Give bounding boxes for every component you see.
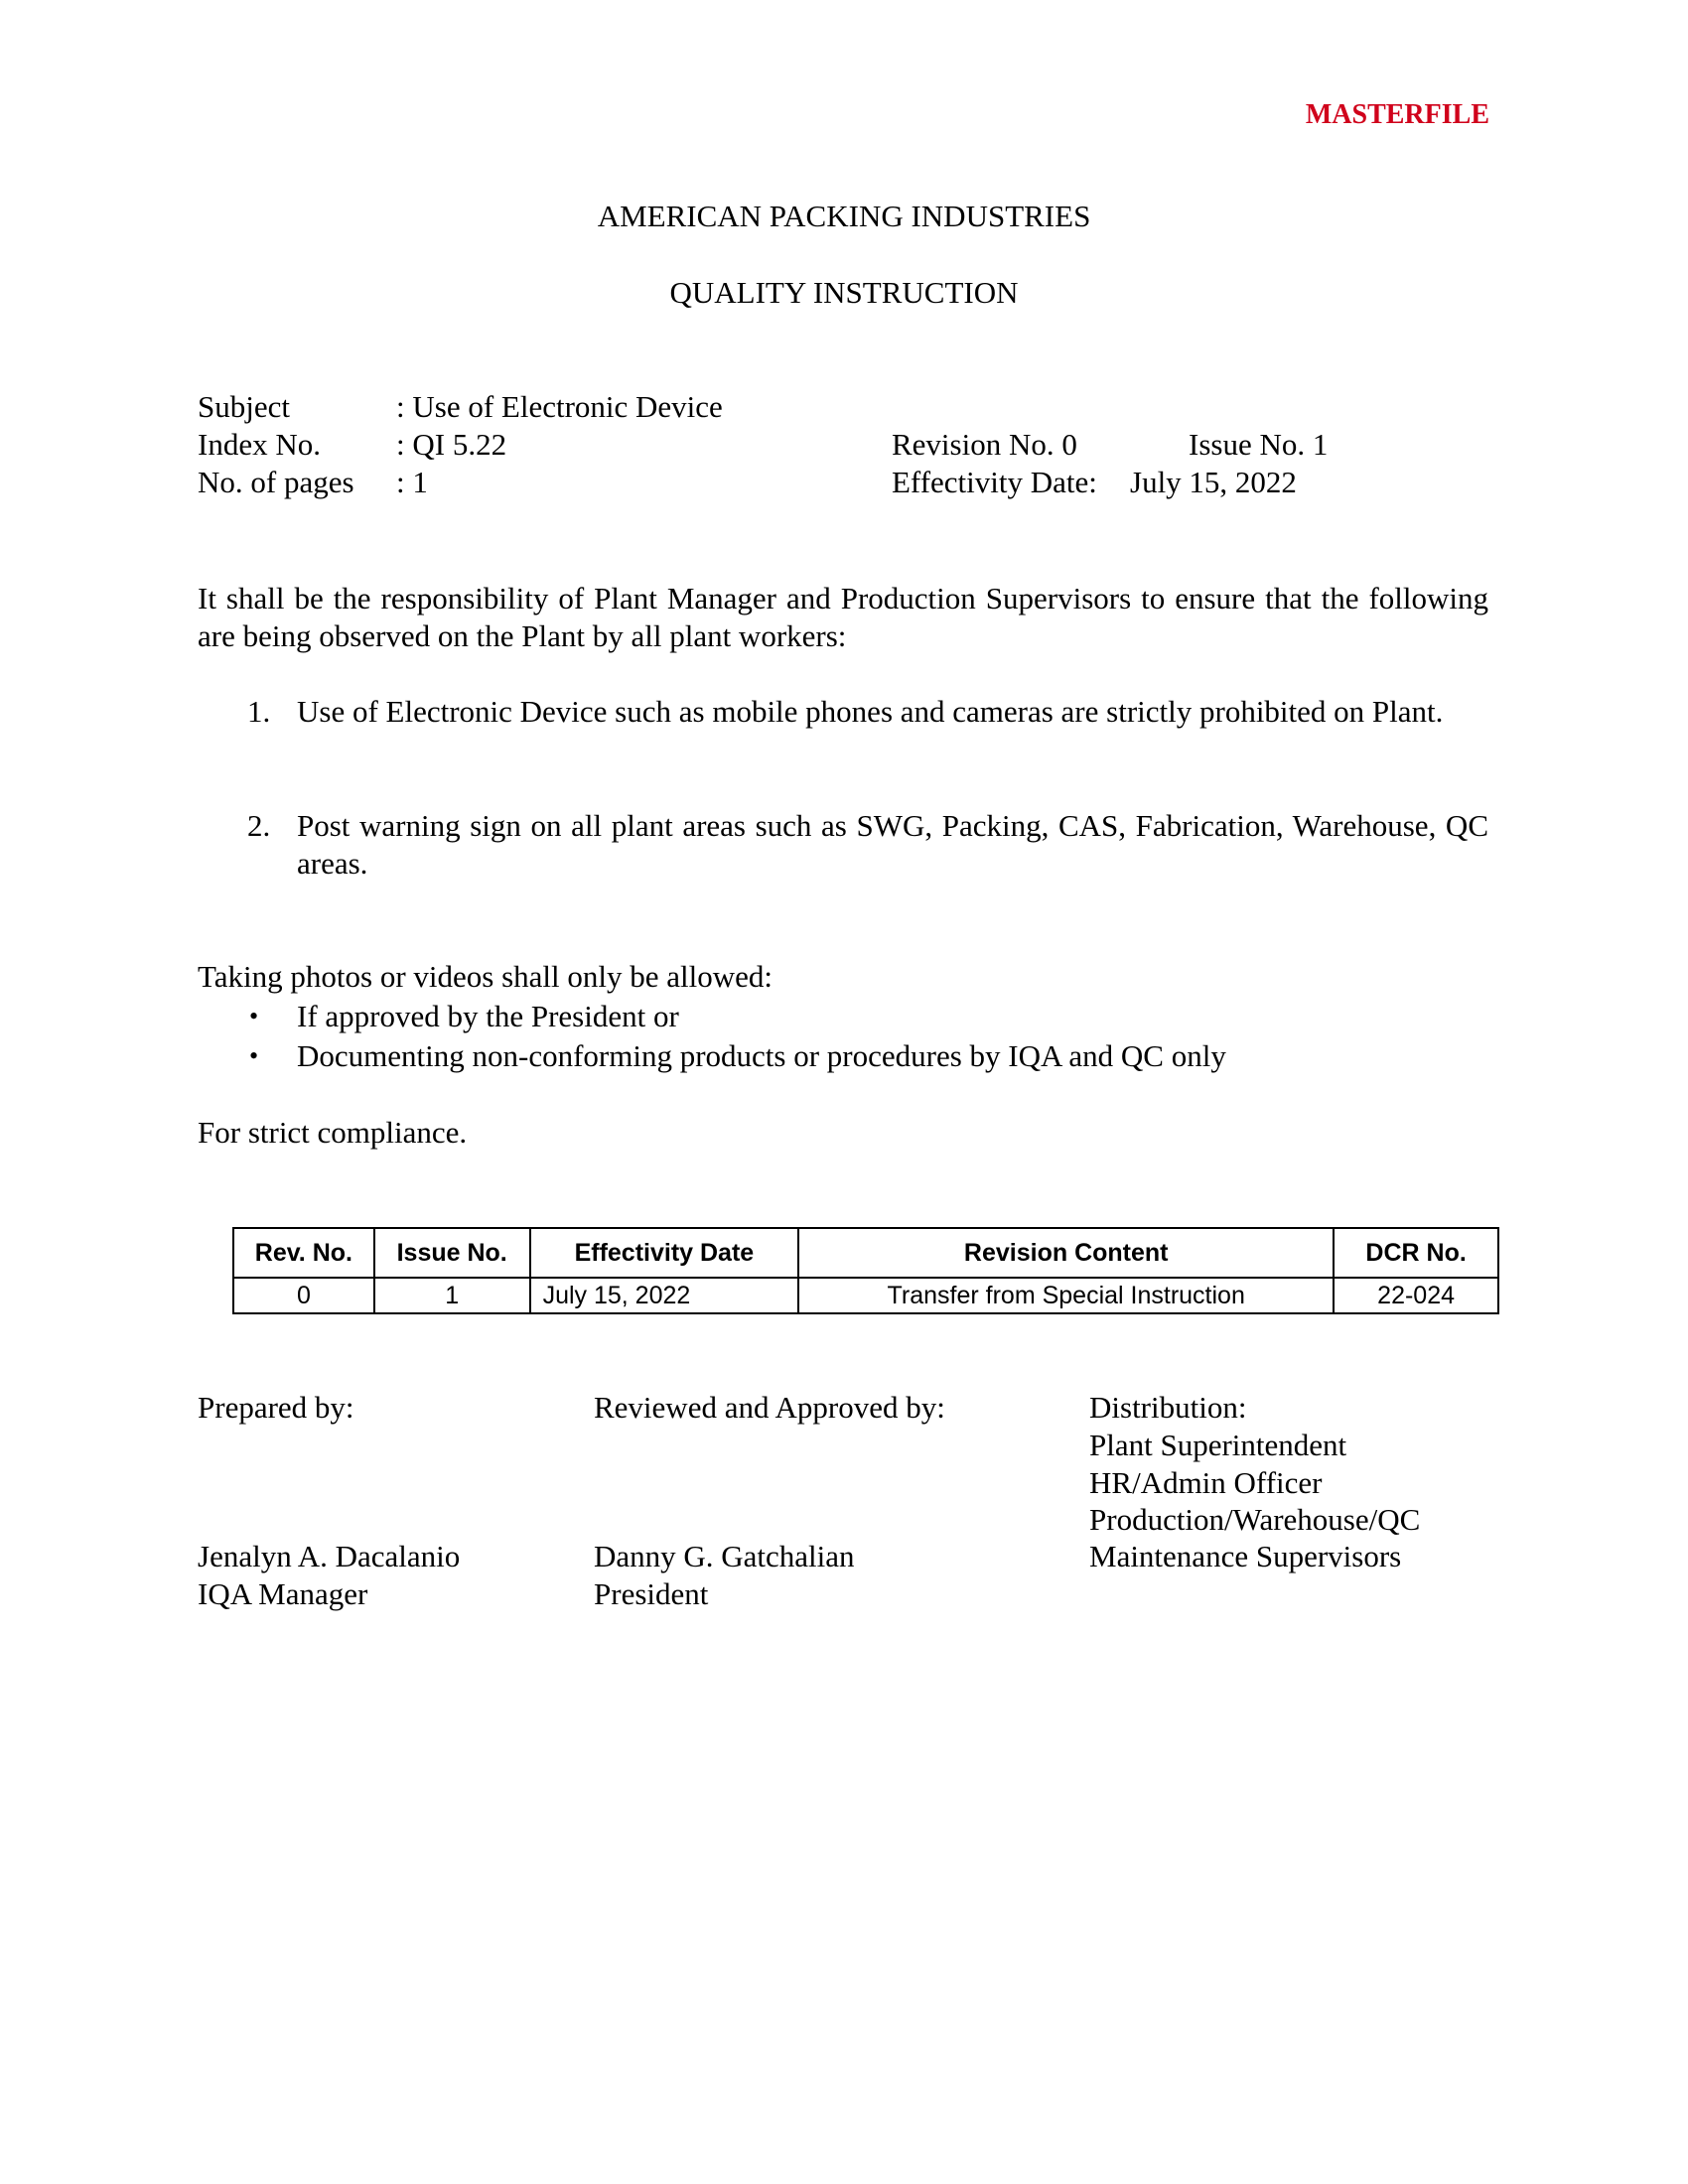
cell-dcr-no: 22-024 <box>1334 1278 1498 1313</box>
distribution-label: Distribution: <box>1089 1390 1247 1425</box>
effectivity-value: July 15, 2022 <box>1130 465 1297 499</box>
prepared-by-name: Jenalyn A. Dacalanio <box>198 1539 461 1573</box>
table-row <box>233 1278 1498 1313</box>
index-value: : QI 5.22 <box>396 427 507 462</box>
distribution-item: Production/Warehouse/QC <box>1089 1502 1421 1537</box>
header-issue-no: Issue No. <box>374 1228 530 1278</box>
prepared-by-title: IQA Manager <box>198 1576 368 1611</box>
approved-by-title: President <box>594 1576 709 1611</box>
masterfile-stamp: MASTERFILE <box>1305 99 1489 130</box>
distribution-item: Plant Superintendent <box>1089 1428 1347 1462</box>
bullet-icon: • <box>249 1041 259 1070</box>
compliance-note: For strict compliance. <box>198 1115 468 1150</box>
list-item-2: Post warning sign on all plant areas such as SWG, Packing, CAS, Fabrication, Warehouse, QC areas. <box>297 808 1488 881</box>
company-name: AMERICAN PACKING INDUSTRIES <box>597 199 1091 233</box>
cell-issue-no: 1 <box>374 1278 530 1313</box>
index-label: Index No. <box>198 427 321 462</box>
cell-effectivity-date: July 15, 2022 <box>530 1278 799 1313</box>
distribution-item: HR/Admin Officer <box>1089 1465 1323 1500</box>
pages-value: : 1 <box>396 465 428 499</box>
header-revision-content: Revision Content <box>798 1228 1334 1278</box>
header-dcr-no: DCR No. <box>1334 1228 1498 1278</box>
bullet-item-1: If approved by the President or <box>297 999 679 1033</box>
issue-number: Issue No. 1 <box>1189 427 1329 462</box>
intro-paragraph: It shall be the responsibility of Plant Manager and Production Supervisors to ensure that the following are being observed on the Plant by all plant workers: <box>198 581 1488 653</box>
pages-label: No. of pages <box>198 465 354 499</box>
photos-intro: Taking photos or videos shall only be allowed: <box>198 959 773 994</box>
header-rev-no: Rev. No. <box>233 1228 374 1278</box>
approved-by-label: Reviewed and Approved by: <box>594 1390 945 1425</box>
subject-value: : Use of Electronic Device <box>396 389 723 424</box>
list-number-1: 1. <box>247 694 271 729</box>
list-item-1: Use of Electronic Device such as mobile phones and cameras are strictly prohibited on Plant. <box>297 694 1444 729</box>
document-type: QUALITY INSTRUCTION <box>669 275 1019 310</box>
prepared-by-label: Prepared by: <box>198 1390 354 1425</box>
revision-number: Revision No. 0 <box>892 427 1077 462</box>
bullet-item-2: Documenting non-conforming products or procedures by IQA and QC only <box>297 1038 1226 1073</box>
distribution-item: Maintenance Supervisors <box>1089 1539 1402 1573</box>
table-header-row <box>233 1228 1498 1278</box>
cell-rev-no: 0 <box>233 1278 374 1313</box>
header-effectivity-date: Effectivity Date <box>530 1228 799 1278</box>
subject-label: Subject <box>198 389 290 424</box>
cell-revision-content: Transfer from Special Instruction <box>798 1278 1334 1313</box>
list-number-2: 2. <box>247 808 271 843</box>
bullet-icon: • <box>249 1002 259 1030</box>
effectivity-label: Effectivity Date: <box>892 465 1097 499</box>
approved-by-name: Danny G. Gatchalian <box>594 1539 855 1573</box>
revision-table <box>232 1227 1499 1314</box>
